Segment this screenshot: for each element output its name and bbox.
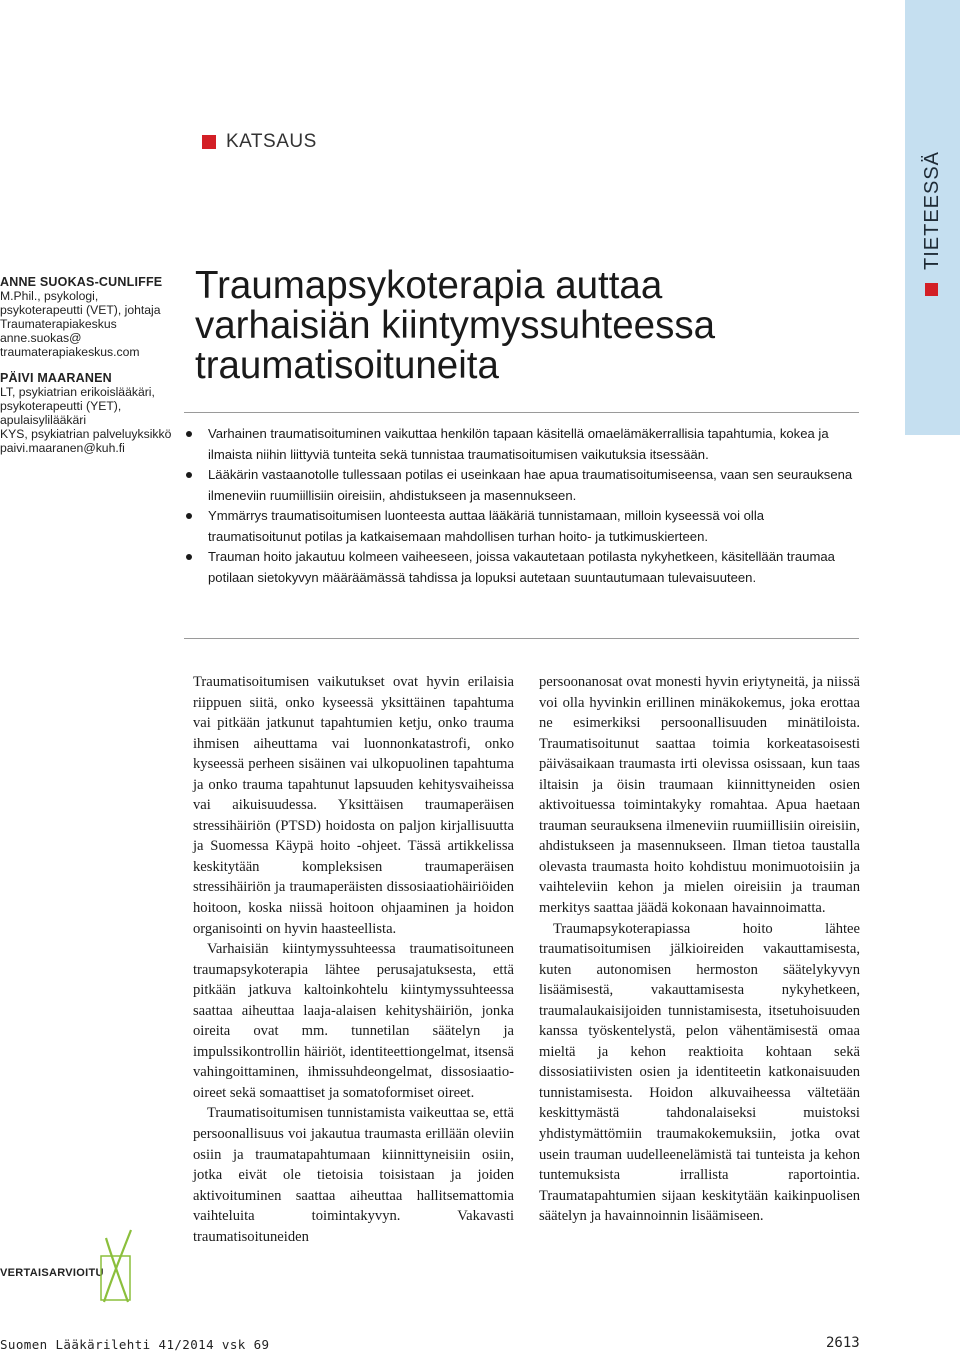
author-2 [0,371,178,455]
section-label [202,131,317,153]
title-line: Traumapsykoterapia auttaa [195,264,663,307]
summary-bottom-rule [184,638,859,639]
summary-item [184,506,854,547]
summary-item [184,547,854,588]
author-name: ANNE SUOKAS-CUNLIFFE [0,275,163,289]
section-square-icon [202,135,216,149]
peer-review-label: VERTAISARVIOITU [0,1267,104,1279]
title-line: varhaisiän kiintymyssuhteessa [195,304,715,347]
body-paragraph: Varhaisiän kiintymyssuhteessa traumatisoituneen traumapsykoterapia lähtee perusajatuksesta, että pitkään jatkuva kaltoinkohtelu kiintymyssuhteessa saattaa aiheuttaa laaja-alaisen kehityshäiriön, jonka oireita ovat mm. tunnetilan säätelyn ja impulssikontrollin häiriöt, identiteettiongelmat, itsensä vahingoittaminen, ihmissuhdeongelmat, dissosiaatio-oireet sekä somaattiset ja somatoformiset oireet. [193,941,514,1101]
body-paragraph: Traumapsykoterapiassa hoito lähtee traumatisoitumisen jälkioireiden vakauttamisesta, kuten autonomisen hermoston säätelykyvyn lisäämisestä, vakauttamisesta nykyhetkeen, traumalaukaisijoiden tunnistamisesta, itsetuhoisuuden kanssa työskentelystä, pelon vähentämisestä omaa mieltä ja kehon reaktioita kohtaan sekä dissosiatiivisten osien ja identiteetin katkonaisuuden tunnistamisesta. Hoidon alkuvaiheessa vältetään keskittymästä tahdonalaiseksi muistoksi yhdistymättömiin traumakokemuksiin, jotka ovat usein trauman uudelleenelämistä tai tunteista ja kehon tuntemuksista irrallista raportointia. Traumatapahtumien sijaan keskitytään kaikinpuolisen säätelyn ja havainnoinnin lisäämiseen. [539,920,860,1225]
author-line: M.Phil., psykologi, [0,289,99,303]
bullet-icon [186,554,192,560]
summary-item [184,424,854,465]
author-line: apulaisylilääkäri [0,413,87,427]
article-title [195,266,875,386]
side-tab-label [913,150,953,270]
body-paragraph: Traumatisoitumisen vaikutukset ovat hyvin erilaisia riippuen siitä, onko kyseessä yksittäinen tapahtuma vai pitkään jatkunut tapahtumien ketju, onko trauma ihmisen aiheuttama vai luonnonkatastrofi, onko kyseessä perheen sisäinen vai ulkopuolinen tapahtuma ja onko trauma tapahtunut lapsuuden kehitysvaiheissa vai aikuisuudessa. Yksittäisen traumaperäisen stressihäiriön (PTSD) hoidosta on paljon kirjallisuutta ja Suomessa Käypä hoito -ohjeet. Tässä artikkelissa keskitytään kompleksisen traumaperäisen stressihäiriön ja traumaperäisten dissosiaatiohäiriöiden hoitoon, koska niissä hoitoon ohjaaminen ja hoidon organisointi on hyvin haasteellista. [193,674,514,937]
title-line: traumatisoituneita [195,344,499,387]
side-tab [905,0,960,435]
summary-text: Lääkärin vastaanotolle tullessaan potilas ei useinkaan hae apua traumatisoitumiseensa, vaan sen seurauksena ilmeneviin ruumiillisiin oireisiin, ahdistukseen ja masennukseen. [208,467,853,503]
peer-review-mark-icon [98,1228,138,1311]
section-label-text: KATSAUS [226,131,317,152]
author-email-line[interactable]: paivi.maaranen@kuh.fi [0,441,125,455]
author-line: psykoterapeutti (VET), johtaja [0,303,161,317]
side-tab-text: TIETEESSÄ [921,150,944,270]
author-line: psykoterapeutti (YET), [0,399,122,413]
summary-text: Trauman hoito jakautuu kolmeen vaiheeseen, joissa vakautetaan potilasta nykyhetkeen, käsitellään traumaa potilaan sietokyvyn määräämässä tahdissa ja lopuksi autetaan suuntautumaan tulevaisuuteen. [208,549,835,585]
bullet-icon [186,472,192,478]
author-name: PÄIVI MAARANEN [0,371,112,385]
bullet-icon [186,513,192,519]
author-line: LT, psykiatrian erikoislääkäri, [0,385,155,399]
body-paragraph: Traumatisoitumisen tunnistamista vaikeuttaa se, että persoonallisuus voi jakautua traumasta erillään oleviin osiin ja traumatapahtumaan kiinnittyneisiin osiin, jotka eivät ole tietoisia toisistaan ja joiden aktivoituminen saattaa aiheuttaa hallitsemattomia vaihteluita toimintakyvyn. Vakavasti traumatisoituneiden [193,1105,514,1245]
footer-journal: Suomen Lääkärilehti 41/2014 vsk 69 [0,1337,270,1352]
bullet-icon [186,431,192,437]
author-email-line[interactable]: anne.suokas@ [0,331,82,345]
author-line: KYS, psykiatrian palveluyksikkö [0,427,172,441]
author-1 [0,275,178,359]
author-email-line[interactable]: traumaterapiakeskus.com [0,345,140,359]
summary-top-rule [184,412,859,413]
footer-page-number: 2613 [826,1335,860,1351]
author-block [0,275,178,455]
summary-text: Ymmärrys traumatisoitumisen luonteesta auttaa lääkäriä tunnistamaan, milloin kyseessä voi olla traumatisoitunut potilas ja katkaisemaan mahdollisen turhan hoito- ja tutkimuskierteen. [208,508,765,544]
summary-text: Varhainen traumatisoituminen vaikuttaa henkilön tapaan käsitellä omaelämäkerrallisia tapahtumia, kokea ja ilmaista niihin liittyviä tunteita sekä tunnistaa traumatisoitumisen vaikutuksia itsessään. [208,426,829,462]
author-line: Traumaterapiakeskus [0,317,117,331]
body-column-1 [193,672,514,1247]
side-tab-square-icon [925,283,938,296]
summary-item [184,465,854,506]
body-paragraph: persoonanosat ovat monesti hyvin eriytyneitä, ja niissä voi olla hyvinkin erillinen minäkokemus, joka erottaa ne esimerkiksi persoonallisuuden minätiloista. Traumatisoitunut saattaa toimia korkeatasoisesti päiväsaikaan traumasta irti olevissa osissaan, kun taas iltaisin ja öisin traumaan kiinnittyneiden osien aktivoituessa toimintakyky romahtaa. Apua haetaan trauman seurauksena ilmeneviin ruumiillisiin oireisiin, ahdistukseen ja masennukseen. Ilman tietoa taustalla olevasta traumasta hoito kohdistuu monimuotoisiin ja vaihteleviin kehon ja mielen oireisiin ja trauman merkitys saattaa jäädä kokonaan havainnoimatta. [539,674,860,917]
summary-list [184,424,854,588]
body-column-2 [539,672,860,1227]
